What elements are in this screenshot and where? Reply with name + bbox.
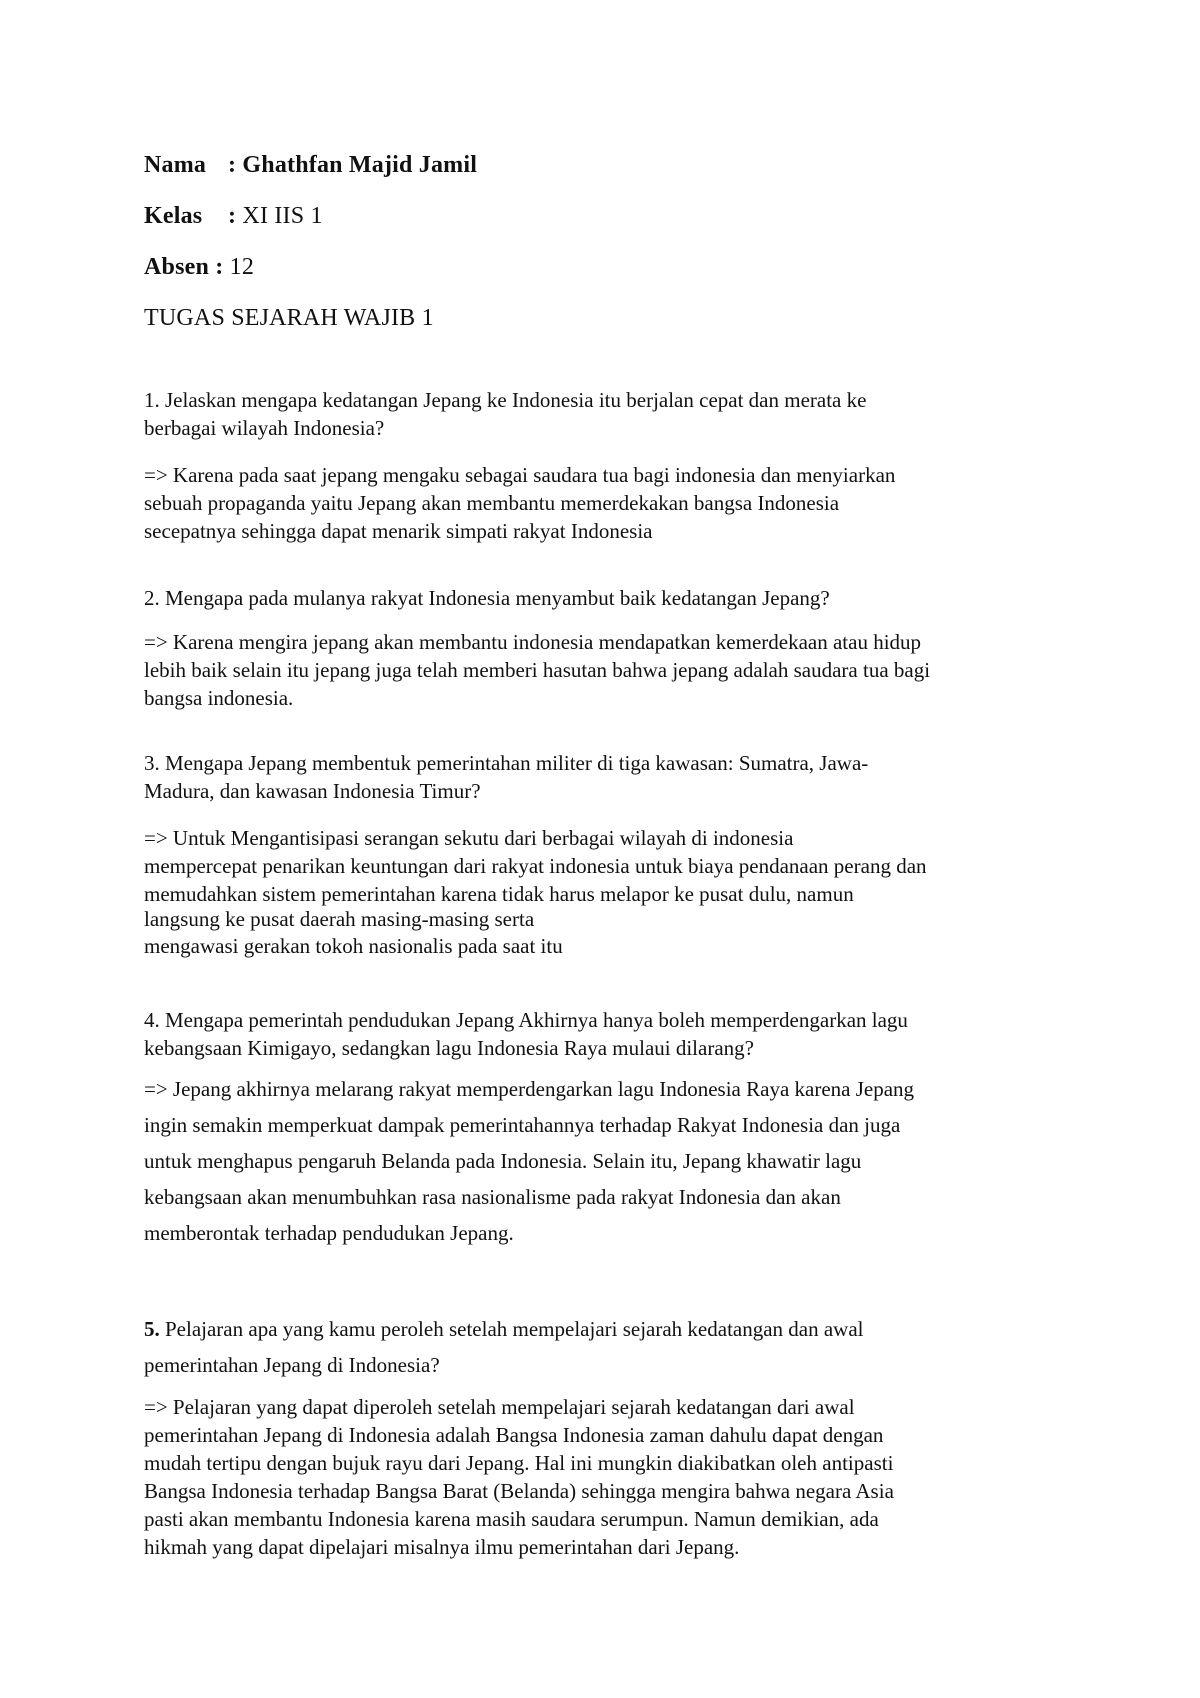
answer-1-line-1: => Karena pada saat jepang mengaku sebagai saudara tua bagi indonesia dan menyiarkan: [144, 463, 896, 487]
question-1-line-1: 1. Jelaskan mengapa kedatangan Jepang ke Indonesia itu berjalan cepat dan merata ke: [144, 388, 867, 412]
question-3-line-1: 3. Mengapa Jepang membentuk pemerintahan militer di tiga kawasan: Sumatra, Jawa-: [144, 751, 869, 775]
answer-3-line-2: mempercepat penarikan keuntungan dari rakyat indonesia untuk biaya pendanaan perang dan: [144, 854, 927, 878]
question-4-line-1: 4. Mengapa pemerintah pendudukan Jepang Akhirnya hanya boleh memperdengarkan lagu: [144, 1008, 908, 1032]
answer-2-line-3: bangsa indonesia.: [144, 686, 294, 710]
answer-3-line-4: langsung ke pusat daerah masing-masing serta: [144, 907, 535, 931]
answer-5-line-4: Bangsa Indonesia terhadap Bangsa Barat (Belanda) sehingga mengira bahwa negara Asia: [144, 1479, 894, 1503]
answer-5-line-1: => Pelajaran yang dapat diperoleh setelah mempelajari sejarah kedatangan dari awal: [144, 1395, 855, 1419]
answer-2-line-2: lebih baik selain itu jepang juga telah memberi hasutan bahwa jepang adalah saudara tua bagi: [144, 658, 931, 682]
answer-5-line-5: pasti akan membantu Indonesia karena masih saudara serumpun. Namun demikian, ada: [144, 1507, 879, 1531]
assignment-title: TUGAS SEJARAH WAJIB 1: [144, 305, 434, 331]
answer-4-line-5: memberontak terhadap pendudukan Jepang.: [144, 1221, 514, 1245]
answer-4-line-1: => Jepang akhirnya melarang rakyat memperdengarkan lagu Indonesia Raya karena Jepang: [144, 1077, 915, 1101]
question-4-line-2: kebangsaan Kimigayo, sedangkan lagu Indonesia Raya mulaui dilarang?: [144, 1036, 754, 1060]
absen-separator: :: [215, 254, 224, 280]
answer-5-line-2: pemerintahan Jepang di Indonesia adalah Bangsa Indonesia zaman dahulu dapat dengan: [144, 1423, 884, 1447]
answer-4-line-4: kebangsaan akan menumbuhkan rasa nasionalisme pada rakyat Indonesia dan akan: [144, 1185, 841, 1209]
answer-2-line-1: => Karena mengira jepang akan membantu indonesia mendapatkan kemerdekaan atau hidup: [144, 630, 922, 654]
answer-5-line-6: hikmah yang dapat dipelajari misalnya ilmu pemerintahan dari Jepang.: [144, 1535, 740, 1559]
absen-label: Absen: [144, 254, 210, 280]
student-name-line: [144, 150, 477, 180]
answer-4-line-3: untuk menghapus pengaruh Belanda pada Indonesia. Selain itu, Jepang khawatir lagu: [144, 1149, 862, 1173]
answer-1-line-2: sebuah propaganda yaitu Jepang akan membantu memerdekakan bangsa Indonesia: [144, 491, 840, 515]
absen-value: 12: [229, 254, 255, 280]
answer-3-line-3: memudahkan sistem pemerintahan karena tidak harus melapor ke pusat dulu, namun: [144, 882, 854, 906]
question-5-line-1: [144, 1315, 864, 1343]
class-value: XI IIS 1: [242, 203, 323, 229]
student-absen-line: [144, 252, 254, 282]
question-2-line-1: 2. Mengapa pada mulanya rakyat Indonesia menyambut baik kedatangan Jepang?: [144, 586, 830, 610]
question-1-line-2: berbagai wilayah Indonesia?: [144, 416, 385, 440]
question-5-text: Pelajaran apa yang kamu peroleh setelah mempelajari sejarah kedatangan dan awal: [159, 1317, 864, 1341]
answer-4-line-2: ingin semakin memperkuat dampak pemerintahannya terhadap Rakyat Indonesia dan juga: [144, 1113, 901, 1137]
answer-3-line-1: => Untuk Mengantisipasi serangan sekutu dari berbagai wilayah di indonesia: [144, 826, 794, 850]
question-3-line-2: Madura, dan kawasan Indonesia Timur?: [144, 779, 481, 803]
student-class-line: [144, 201, 323, 231]
name-separator: :: [228, 152, 237, 178]
class-label: Kelas: [144, 203, 203, 229]
question-5-line-2: pemerintahan Jepang di Indonesia?: [144, 1353, 440, 1377]
question-5-number: 5.: [144, 1317, 160, 1341]
answer-1-line-3: secepatnya sehingga dapat menarik simpati rakyat Indonesia: [144, 519, 653, 543]
name-value: Ghathfan Majid Jamil: [242, 152, 478, 178]
name-label: Nama: [144, 152, 207, 178]
answer-5-line-3: mudah tertipu dengan bujuk rayu dari Jepang. Hal ini mungkin diakibatkan oleh antipasti: [144, 1451, 894, 1475]
answer-3-line-5: mengawasi gerakan tokoh nasionalis pada saat itu: [144, 934, 563, 958]
class-separator: :: [228, 203, 237, 229]
